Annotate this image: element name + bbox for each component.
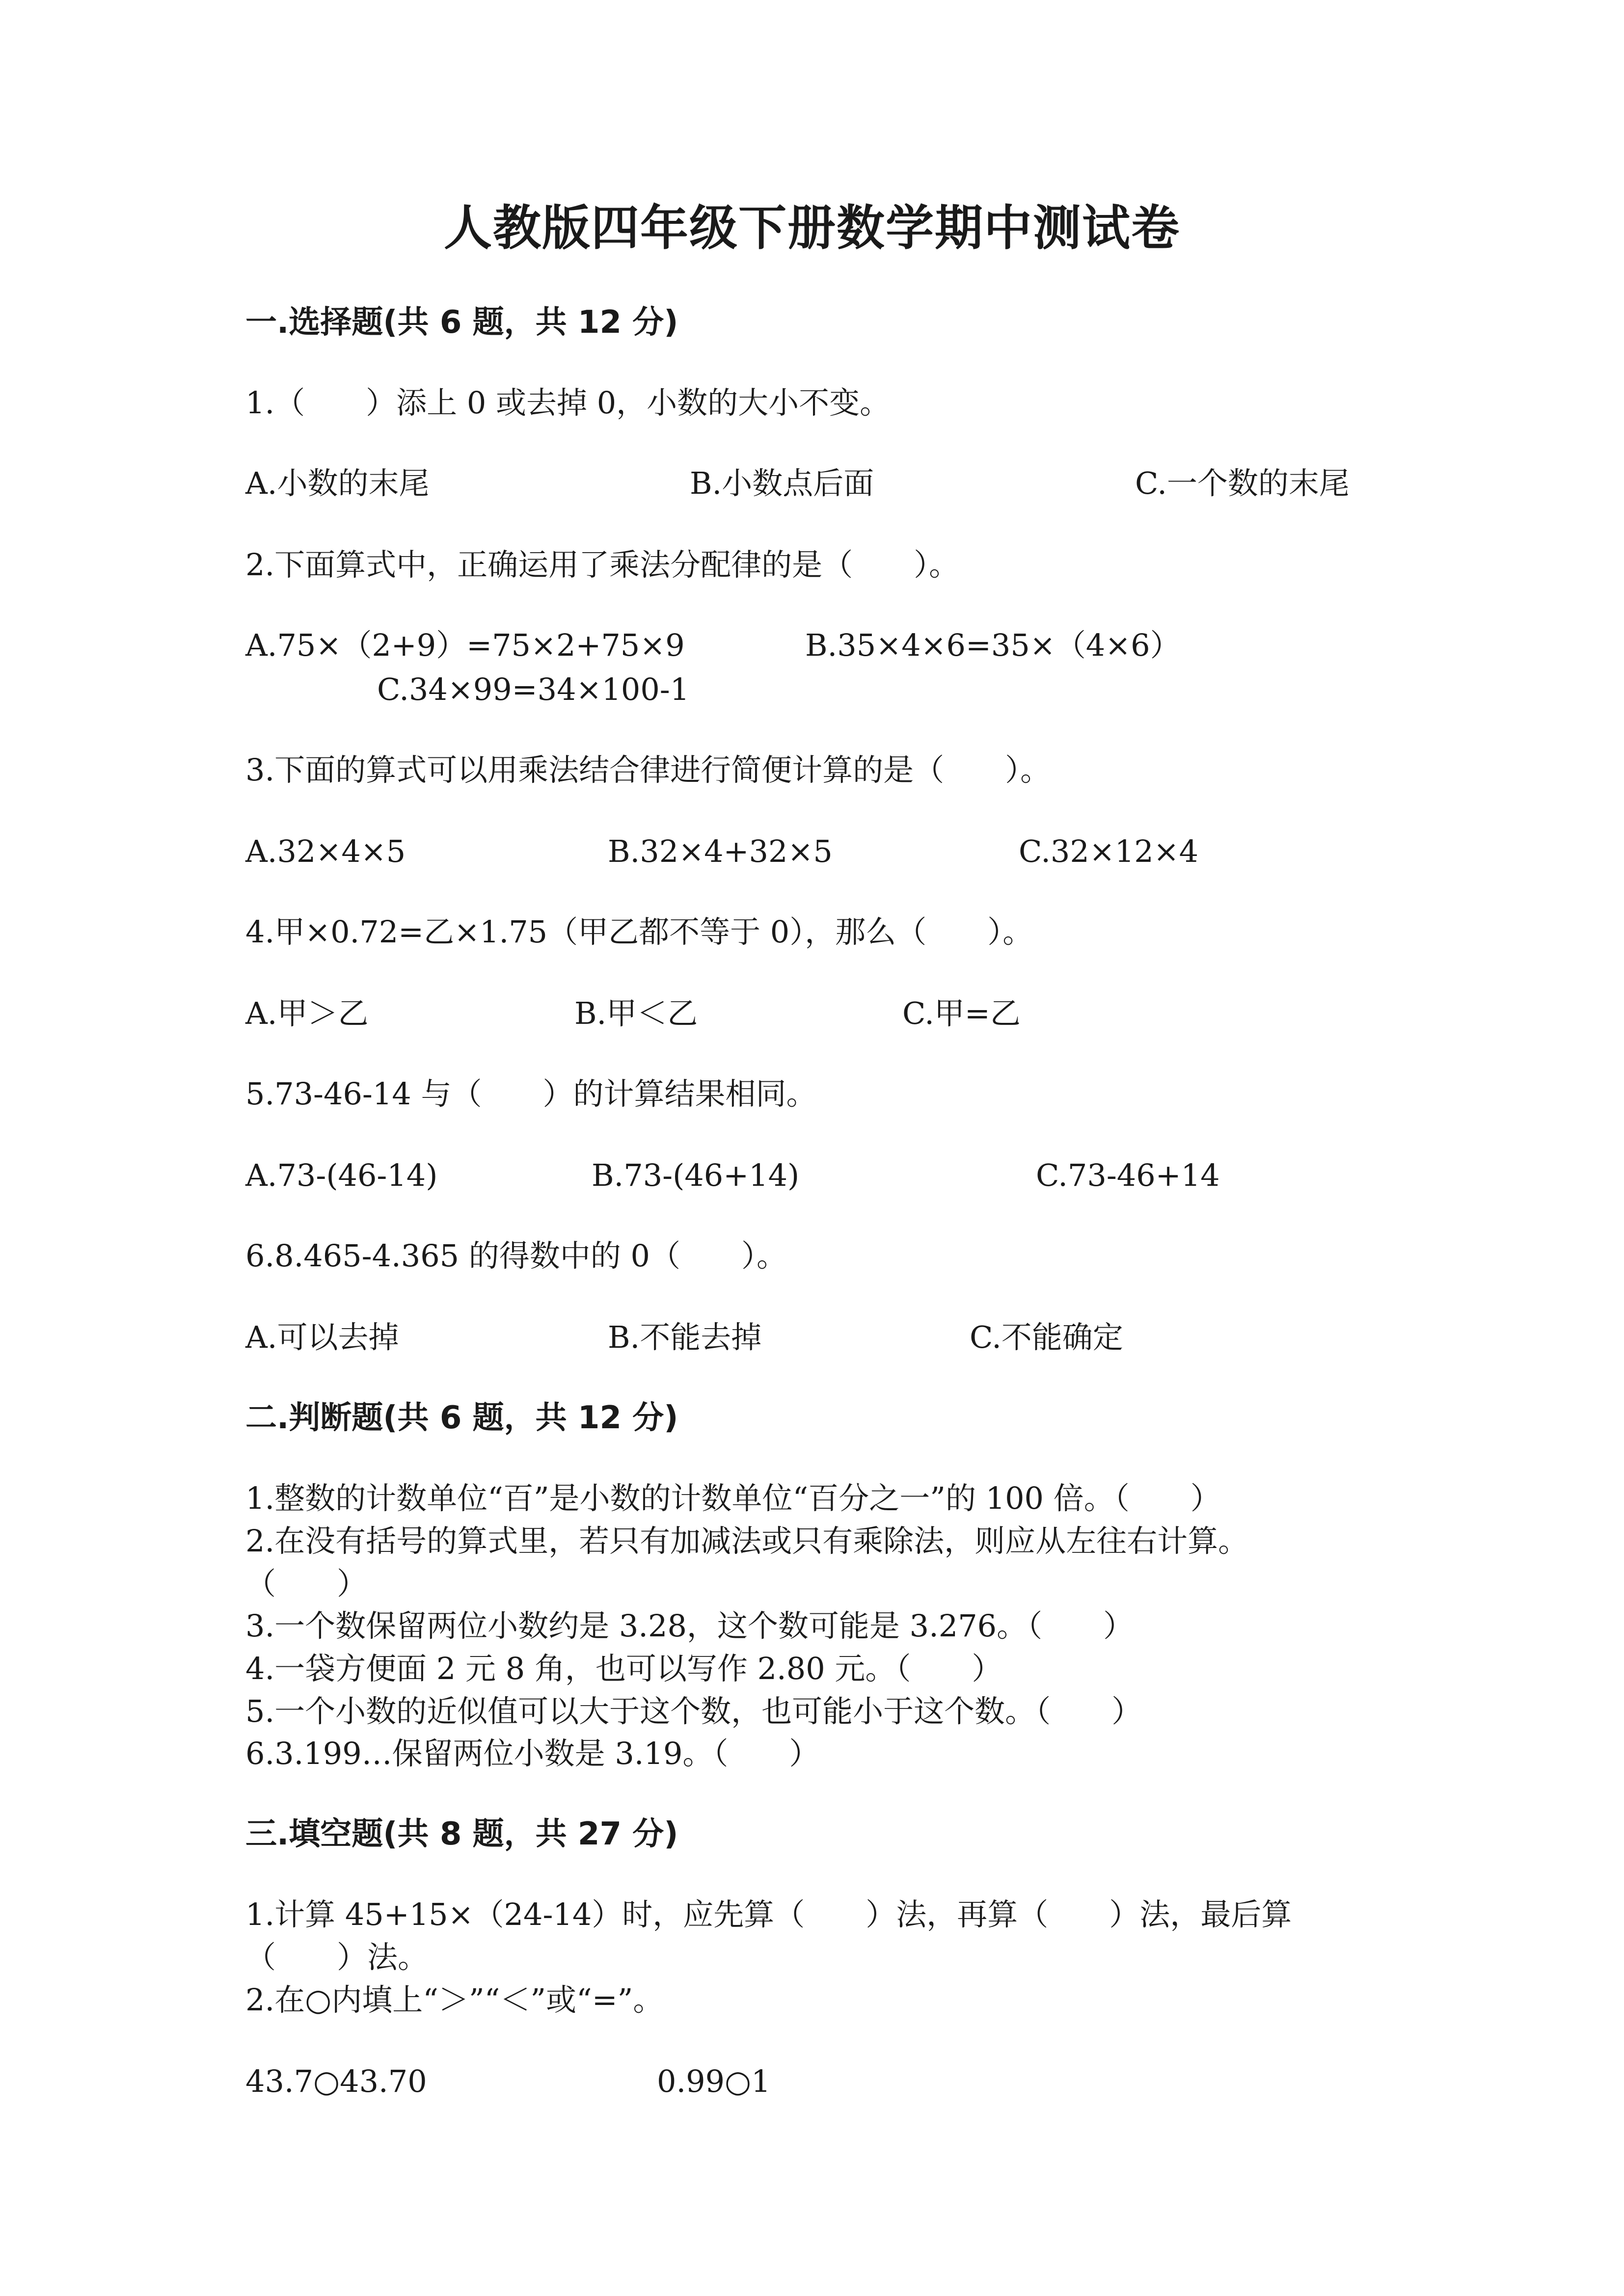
option-c: C.甲=乙 <box>902 995 1021 1031</box>
question-text: 1.（ ）添上 0 或去掉 0，小数的大小不变。 <box>245 385 891 421</box>
option-c: C.32×12×4 <box>1019 833 1199 869</box>
fill-line: 1.计算 45+15×（24-14）时，应先算（ ）法，再算（ ）法，最后算 <box>245 1896 1292 1932</box>
option-b: B.32×4+32×5 <box>608 833 833 869</box>
option-a: A.32×4×5 <box>245 833 406 869</box>
fill-line: （ ）法。 <box>245 1939 429 1975</box>
option-a: A.小数的末尾 <box>245 465 430 501</box>
option-a: A.73-(46-14) <box>245 1157 438 1193</box>
option-c: C.不能确定 <box>970 1319 1123 1355</box>
question-text: 5.73-46-14 与（ ）的计算结果相同。 <box>245 1076 817 1112</box>
statement-line: 2.在没有括号的算式里，若只有加减法或只有乘除法，则应从左往右计算。 <box>245 1523 1249 1559</box>
statement-line: 1.整数的计数单位“百”是小数的计数单位“百分之一”的 100 倍。（ ） <box>245 1480 1221 1516</box>
option-c: C.73-46+14 <box>1036 1157 1220 1193</box>
option-b: B.73-(46+14) <box>592 1157 800 1193</box>
question-text: 6.8.465-4.365 的得数中的 0（ ）。 <box>245 1238 787 1274</box>
question-text: 4.甲×0.72=乙×1.75（甲乙都不等于 0），那么（ ）。 <box>245 914 1033 950</box>
option-a: A.75×（2+9）=75×2+75×9 <box>245 627 685 663</box>
question-text: 2.下面算式中，正确运用了乘法分配律的是（ ）。 <box>245 547 960 583</box>
option-b: B.小数点后面 <box>690 465 874 501</box>
compare-item: 0.99○1 <box>657 2063 771 2099</box>
section-heading-judgment: 二.判断题(共 6 题，共 12 分) <box>245 1400 678 1436</box>
compare-item: 43.7○43.70 <box>245 2063 427 2099</box>
option-b: B.甲＜乙 <box>574 995 698 1031</box>
statement-line: 4.一袋方便面 2 元 8 角，也可以写作 2.80 元。（ ） <box>245 1651 1002 1686</box>
statement-line: 3.一个数保留两位小数约是 3.28，这个数可能是 3.276。（ ） <box>245 1608 1134 1644</box>
section-heading-fill: 三.填空题(共 8 题，共 27 分) <box>245 1816 678 1852</box>
option-a: A.可以去掉 <box>245 1319 399 1355</box>
statement-line: 5.一个小数的近似值可以大于这个数，也可能小于这个数。（ ） <box>245 1693 1142 1729</box>
statement-line: 6.3.199…保留两位小数是 3.19。（ ） <box>245 1735 820 1771</box>
option-b: B.不能去掉 <box>608 1319 762 1355</box>
statement-line: （ ） <box>245 1566 368 1602</box>
option-b: B.35×4×6=35×（4×6） <box>805 627 1181 663</box>
question-text: 3.下面的算式可以用乘法结合律进行简便计算的是（ ）。 <box>245 752 1051 788</box>
page-title: 人教版四年级下册数学期中测试卷 <box>443 200 1180 256</box>
section-heading-choice: 一.选择题(共 6 题，共 12 分) <box>245 304 678 341</box>
option-c: C.一个数的末尾 <box>1135 465 1350 501</box>
fill-line: 2.在○内填上“＞”“＜”或“=”。 <box>245 1982 664 2018</box>
option-a: A.甲＞乙 <box>245 995 369 1031</box>
option-c: C.34×99=34×100-1 <box>377 671 690 707</box>
